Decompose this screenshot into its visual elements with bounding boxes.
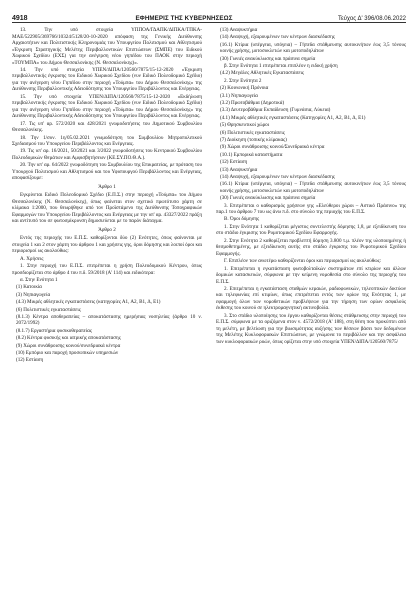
paragraph: 19. Τις υπ' αρ. 16/2021, 50/2021 και 3/2022 γνωμοδοτήσεις του Κεντρικού Συμβουλίου Πολεοδομικών Θεμάτων και Αμφισβητήσεων (ΚΕ.ΣΥ.ΠΟ.Θ.Α.).	[12, 148, 202, 161]
text-columns	[12, 27, 406, 365]
list-item: (10) Εμπόριο και παροχή προσωπικών υπηρεσιών	[16, 350, 119, 357]
article-2-heading: Άρθρο 2	[98, 226, 116, 233]
article-1-text: Εγκρίνεται Ειδικό Πολεοδομικό Σχέδιο (Ε.Π.Σ.) στην περιοχή «Τούμπα» του Δήμου Θεσσαλονίκης (Ν. Θεσσαλονίκης), όπως φαίνεται στον σχετικό πρωτότυπο χάρτη σε κλίμακα 1:2000, που θεωρήθηκε από τον Προϊστάμενο της Διεύθυνσης Τοπογραφικών Εφαρμογών του Υπουργείου Περιβάλλοντος και Ενέργειας με την υπ' αρ. 43327/2022 πράξη και αντίτυπό του σε φωτοσμίκρυνση δημοσιεύεται με το παρόν διάταγμα.	[12, 192, 202, 225]
list-item: (16.1) Κτίρια (υπέργεια, υπόγεια) – Γήπεδα στάθμευσης αυτοκινήτων έως 3,5 τόνους κοινής χρήσης, μοτοσυκλετών και μοτοποδηλάτων	[220, 41, 406, 55]
list-item: (12) Εστίαση	[16, 357, 44, 364]
gazette-title: ΕΦΗΜΕΡΙΣ ΤΗΣ ΚΥΒΕΡΝΗΣΕΩΣ	[135, 15, 233, 22]
right-column	[216, 27, 406, 365]
list-item: (13) Αναψυκτήρια	[220, 166, 258, 173]
list-item: (5) Θρησκευτικοί χώροι	[220, 122, 270, 129]
list-item: (3.3) Δευτεροβάθμια Εκπαίδευση (Γυμνάσια, Λύκεια)	[220, 107, 331, 114]
paragraph: 2. Επιτρέπεται η εγκατάσταση σταθμών κεραιών, ραδιοφωνικών, τηλεοπτικών δικτύων και τηλεφωνίας επί κτιρίων, όπως επιτρέπεται εντός των ορίων της Ενότητας 1, με εφαρμογή όλων των νομοθετικών προβλέψεων για την τήρηση των ορίων ασφαλούς έκθεσης του κοινού σε ηλεκτρομαγνητική ακτινοβολία.	[216, 285, 406, 312]
unit-heading: β. Στην Ενότητα 1 επιτρέπεται επιπλέον η ειδική χρήση	[224, 63, 338, 70]
paragraph: 17. Τις υπ' αρ. 572/2020 και 428/2021 γνωμοδοτήσεις του Δημοτικού Συμβουλίου Θεσσαλονίκης.	[12, 120, 202, 134]
paragraph: 1. Στην περιοχή του Ε.Π.Σ. επιτρέπεται η χρήση Πολεοδομικού Κέντρου, όπως προσδιορίζεται στο άρθρο 4 του π.δ. 59/2018 (Α' 114) και ειδικότερα:	[12, 263, 202, 276]
list-item: (6) Πολιτιστικές εγκαταστάσεις	[16, 306, 81, 313]
article-1-heading: Άρθρο 1	[98, 183, 116, 190]
list-item: (9) Χώροι συνάθροισης κοινού/Συνεδριακά κέντρα	[220, 144, 325, 151]
section-heading: Α. Χρήσεις	[20, 255, 44, 262]
unit-heading: 2. Στην Ενότητα 2	[224, 77, 262, 84]
list-item: (3.2) Πρωτοβάθμια (Δημοτικά)	[220, 100, 285, 107]
list-item: (13) Αναψυκτήρια	[220, 27, 258, 33]
list-item: (14) Αναψυχή, εξαιρουμένων των κέντρων διασκέδασης	[220, 173, 335, 180]
list-item: (8.2) Κέντρα φυσικής και ιατρικής αποκατάστασης	[16, 335, 121, 342]
issue-reference: Τεύχος Δ' 396/08.06.2022	[337, 16, 406, 22]
list-item: (4.3) Μικρές αθλητικές εγκαταστάσεις (κατηγορίες Α1, Α2, Β1, Δ, Ε1)	[16, 299, 161, 306]
list-item: (6) Πολιτιστικές εγκαταστάσεις	[220, 129, 285, 136]
paragraph: 2. Στην Ενότητα 2 καθορίζεται προβλεπτή δόμηση 3.800 τ.μ. πλέον της υλοποιημένης ή θεσμοθετημένης, με εξειδίκευση αυτής στο στάδιο έγκρισης του Ρυμοτομικού Σχεδίου Εφαρμογής.	[216, 237, 406, 257]
paragraph: 13. Την υπό στοιχεία ΥΠΠΟΑ/ΓΔΑΠΚ/ΔΙΠΚΑ/ΤΠΚΑ-ΜΑΕ/522905/369766/10324/5128/20-10-2020 απόφαση της Γενικής Διεύθυνσης Αρχαιοτήτων και Πολιτιστικής Κληρονομιάς του Υπουργείου Πολιτισμού και Αθλητισμού «Έγκριση Στρατηγικής Μελέτης Περιβαλλοντικών Επιπτώσεων (ΣΜΠΕ) του Ειδικού Χωρικού Σχεδίου (ΕΧΣ) για την ανέγερση νέου γηπέδου του ΠΑΟΚ στην περιοχή «ΤΟΥΜΠΑ» του Δήμου Θεσσαλονίκης (Ν. Θεσσαλονίκης)».	[12, 27, 202, 66]
page-number: 4918	[12, 15, 28, 22]
list-item: (14) Αναψυχή, εξαιρουμένων των κέντρων διασκέδασης	[220, 34, 335, 41]
paragraph: 1. Επιτρέπεται η εγκατάσταση φωτοβολταϊκών συστημάτων επί κτιρίων και άλλων δομικών κατασκευών, σύμφωνα με την κείμενη νομοθεσία στο σύνολο της περιοχής του Ε.Π.Σ.	[216, 265, 406, 285]
list-item: (3) Νηπιαγωγεία	[16, 291, 51, 298]
paragraph: 18. Την 1/συν. 1η/05.02.2021 γνωμοδότηση του Συμβουλίου Μητροπολιτικού Σχεδιασμού του Υπουργείου Περιβάλλοντος και Ενέργειας.	[12, 134, 202, 148]
list-item: (2) Κοινωνική Πρόνοια	[220, 85, 269, 92]
section-heading: Β. Όροι δόμησης	[224, 216, 260, 223]
paragraph: 15. Την υπό στοιχεία ΥΠΕΝ/ΔΙΠΑ/120560/7875/15-12-2020 «Εκδήλωση περιβαλλοντικής έγκρισης του Ειδικού Χωρικού Σχεδίου (νυν Ειδικό Πολεοδομικό Σχέδιο) για την ανέγερση νέου Γηπέδου στην περιοχή «Τούμπα» του Δήμου Θεσσαλονίκης» της Διεύθυνσης Περιβαλλοντικής Αδειοδότησης του Υπουργείου Περιβάλλοντος και Ενέργειας.	[12, 93, 202, 120]
list-item: (16.1) Κτίρια (υπέργεια, υπόγεια) – Γήπεδα στάθμευσης αυτοκινήτων έως 3,5 τόνους κοινής χρήσης, μοτοσυκλετών και μοτοποδηλάτων	[220, 181, 406, 194]
list-item: (1) Κατοικία	[16, 284, 42, 291]
paragraph: 20. Την υπ' αρ. 64/2022 γνωμοδότηση του Συμβουλίου της Επικρατείας, με πρόταση του Υπουργού Πολιτισμού και Αθλητισμού και του Υφυπουργού Περιβάλλοντος και Ενέργειας, αποφασίζουμε:	[12, 162, 202, 182]
list-item: (30) Γωνιές ανακύκλωσης και πράσινα σημεία	[220, 55, 316, 62]
list-item: (4.2) Μεγάλες Αθλητικές Εγκαταστάσεις	[220, 70, 304, 77]
list-item: (30) Γωνιές ανακύκλωσης και πράσινα σημεία	[220, 195, 316, 202]
list-item: (7) Διοίκηση (τοπικής κλίμακας)	[220, 136, 287, 143]
list-item: (8.1.7) Εργαστήρια φυσικοθεραπείας	[16, 327, 92, 334]
paragraph: Γ. Επιπλέον των ανωτέρω καθορίζονται όροι και περιορισμοί ως ακολούθως:	[224, 258, 382, 265]
paragraph: 3. Επιτρέπεται ο καθορισμός χρήσεων γης «Ελεύθεροι χώροι – Αστικό Πράσινο» της παρ.1 του άρθρου 7 του ως άνω π.δ. στο σύνολο της περιοχής του Ε.Π.Σ.	[216, 202, 406, 216]
list-item: (3.1) Νηπιαγωγεία	[220, 92, 258, 99]
paragraph: 14. Την υπό στοιχεία ΥΠΕΝ/ΔΙΠΑ/120560/7875/15-12-2020 «Έγκριση περιβαλλοντικής έγκρισης του Ειδικού Χωρικού Σχεδίου (νυν Ειδικό Πολεοδομικό Σχέδιο) για την ανέγερση νέου Γηπέδου στην περιοχή «Τούμπα» του Δήμου Θεσσαλονίκης» της Διεύθυνσης Περιβαλλοντικής Αδειοδότησης του Υπουργείου Περιβάλλοντος και Ενέργειας.	[12, 66, 202, 93]
left-column	[12, 27, 202, 365]
paragraph: 1. Στην Ενότητα 1 καθορίζεται μέγιστος συντελεστής δόμησης 1,8, με εξειδίκευση του στο στάδιο έγκρισης του Ρυμοτομικού Σχεδίου Εφαρμογής.	[216, 223, 406, 237]
list-item: (8.1.3) Κέντρα αποθεραπείας – αποκατάστασης ημερήσιας νοσηλείας (άρθρο 10 ν. 2072/1992)	[16, 313, 202, 327]
article-2-intro: Εντός της περιοχής του Ε.Π.Σ. καθορίζονται δύο (2) Ενότητες, όπως φαίνονται με στοιχεία 1 και 2 στον χάρτη του άρθρου 1 και χρήσεις γης, όροι δόμησης και λοιποί όροι και περιορισμοί ως ακολούθως:	[12, 235, 202, 255]
list-item: (4.1) Μικρές αθλητικές εγκαταστάσεις (Κατηγορίες Α1, Α2, Β1, Δ, Ε1)	[220, 114, 366, 121]
unit-heading: α. Στην Ενότητα 1	[20, 277, 58, 284]
list-item: (12) Εστίαση	[220, 159, 248, 166]
page-header	[12, 8, 406, 23]
list-item: (9) Χώροι συνάθροισης κοινού/συνεδριακά κέντρα	[16, 342, 121, 349]
paragraph: 3. Στο στάδιο υλοποίησης του έργου καθορίζονται θέσεις στάθμευσης στην περιοχή του Ε.Π.Σ. σύμφωνα με τα οριζόμενα στον ν. 4572/2018 (Α' 188), στη θέση που προκύπτει από τη μελέτη, με βελτίωση για την βιωσιμότητας αυξήσης των θέσεων βάσει των δεδομένων της Μελέτης Κυκλοφοριακών Επιπτώσεων, με γνώμονα το περιβάλλον και την ασφάλεια των κυκλοφοριακών ροών, όπως ορίζεται στην υπό στοιχεία ΥΠΕΝ/ΔΙΠΑ/120560/7875/	[216, 312, 406, 345]
list-item: (10.1) Εμπορικά καταστήματα	[220, 151, 283, 158]
